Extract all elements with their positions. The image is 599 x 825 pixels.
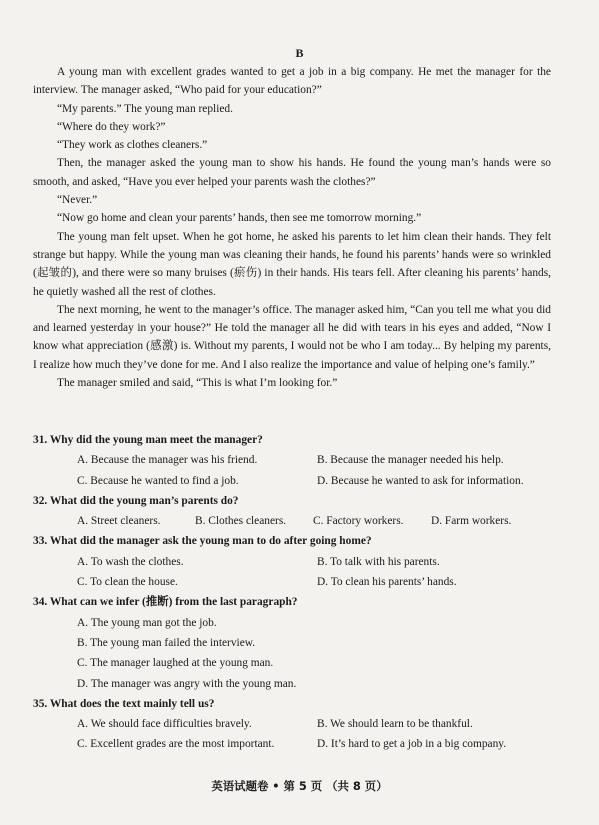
passage-paragraph: “They work as clothes cleaners.”: [57, 139, 208, 152]
passage-paragraph: The young man felt upset. When he got home, he asked his parents to let him clean their hands. They felt strange but happy. While the young man was cleaning their hands, he found his parents’ hands were so wrinkled (起皱的), and there were so many bruises (瘀伤) in their hands. His tears fell. After cleaning his parents’ hands, he quietly washed all the rest of clothes.: [33, 230, 551, 298]
options-row: [33, 714, 558, 734]
passage-paragraph: “Never.”: [57, 194, 98, 207]
option-c[interactable]: C. Because he wanted to find a job.: [77, 474, 239, 487]
option-b[interactable]: B. Because the manager needed his help.: [317, 454, 504, 467]
question-stem: 34. What can we infer (推断) from the last paragraph?: [33, 596, 298, 609]
reading-passage: [33, 63, 551, 392]
option-a[interactable]: A. Street cleaners.: [77, 515, 161, 528]
passage-paragraph: “Where do they work?”: [57, 120, 166, 133]
question-35: [33, 694, 558, 755]
option-a[interactable]: A. We should face difficulties bravely.: [77, 718, 252, 731]
question-stem: 35. What does the text mainly tell us?: [33, 697, 215, 710]
options-row: [33, 511, 558, 531]
passage-paragraph: The manager smiled and said, “This is what I’m looking for.”: [57, 377, 338, 390]
option-c[interactable]: C. To clean the house.: [77, 576, 178, 589]
options-row: [33, 450, 558, 470]
passage-paragraph: “My parents.” The young man replied.: [57, 102, 233, 115]
question-stem: 33. What did the manager ask the young man to do after going home?: [33, 535, 372, 548]
passage-paragraph: “Now go home and clean your parents’ hands, then see me tomorrow morning.”: [57, 212, 422, 225]
option-a[interactable]: A. Because the manager was his friend.: [77, 454, 258, 467]
option-a[interactable]: A. The young man got the job.: [77, 616, 217, 629]
passage-paragraph: The next morning, he went to the manager’s office. The manager asked him, “Can you tell me what you did and learned yesterday in your house?” He told the manager all he did with tears in his eyes and added, “Now I know what appreciation (感激) is. Without my parents, I would not be who I am today... By helping my parents, I realize how much they’ve done for me. And I also realize the importance and value of helping one’s family.”: [33, 303, 551, 371]
question-list: [33, 430, 558, 755]
option-b[interactable]: B. Clothes cleaners.: [195, 515, 287, 528]
option-b[interactable]: B. The young man failed the interview.: [77, 636, 256, 649]
question-stem: 32. What did the young man’s parents do?: [33, 494, 239, 507]
question-33: [33, 531, 558, 592]
passage-paragraph: A young man with excellent grades wanted to get a job in a big company. He met the manager for the interview. The manager asked, “Who paid for your education?”: [33, 66, 551, 97]
option-d[interactable]: D. Because he wanted to ask for information.: [317, 474, 524, 487]
option-a[interactable]: A. To wash the clothes.: [77, 555, 184, 568]
question-31: [33, 430, 558, 491]
passage-paragraph: Then, the manager asked the young man to show his hands. He found the young man’s hands were so smooth, and asked, “Have you ever helped your parents wash the clothes?”: [33, 157, 551, 188]
option-b[interactable]: B. We should learn to be thankful.: [317, 718, 473, 731]
option-d[interactable]: D. It’s hard to get a job in a big company.: [317, 738, 507, 751]
options-row: [33, 471, 558, 491]
question-32: [33, 491, 558, 532]
question-stem: 31. Why did the young man meet the manager?: [33, 434, 263, 446]
section-label: B: [295, 46, 304, 60]
option-c[interactable]: C. The manager laughed at the young man.: [77, 657, 274, 670]
option-b[interactable]: B. To talk with his parents.: [317, 555, 440, 568]
option-c[interactable]: C. Factory workers.: [313, 515, 404, 528]
page-footer: 英语试题卷 • 第 5 页 （共 8 页）: [211, 779, 388, 793]
option-d[interactable]: D. To clean his parents’ hands.: [317, 576, 457, 589]
option-d[interactable]: D. The manager was angry with the young man.: [77, 677, 297, 690]
options-row: [33, 572, 558, 592]
options-row: [33, 552, 558, 572]
options-row: [33, 734, 558, 754]
option-d[interactable]: D. Farm workers.: [431, 515, 512, 528]
question-34: [33, 592, 558, 693]
option-c[interactable]: C. Excellent grades are the most important.: [77, 738, 275, 751]
